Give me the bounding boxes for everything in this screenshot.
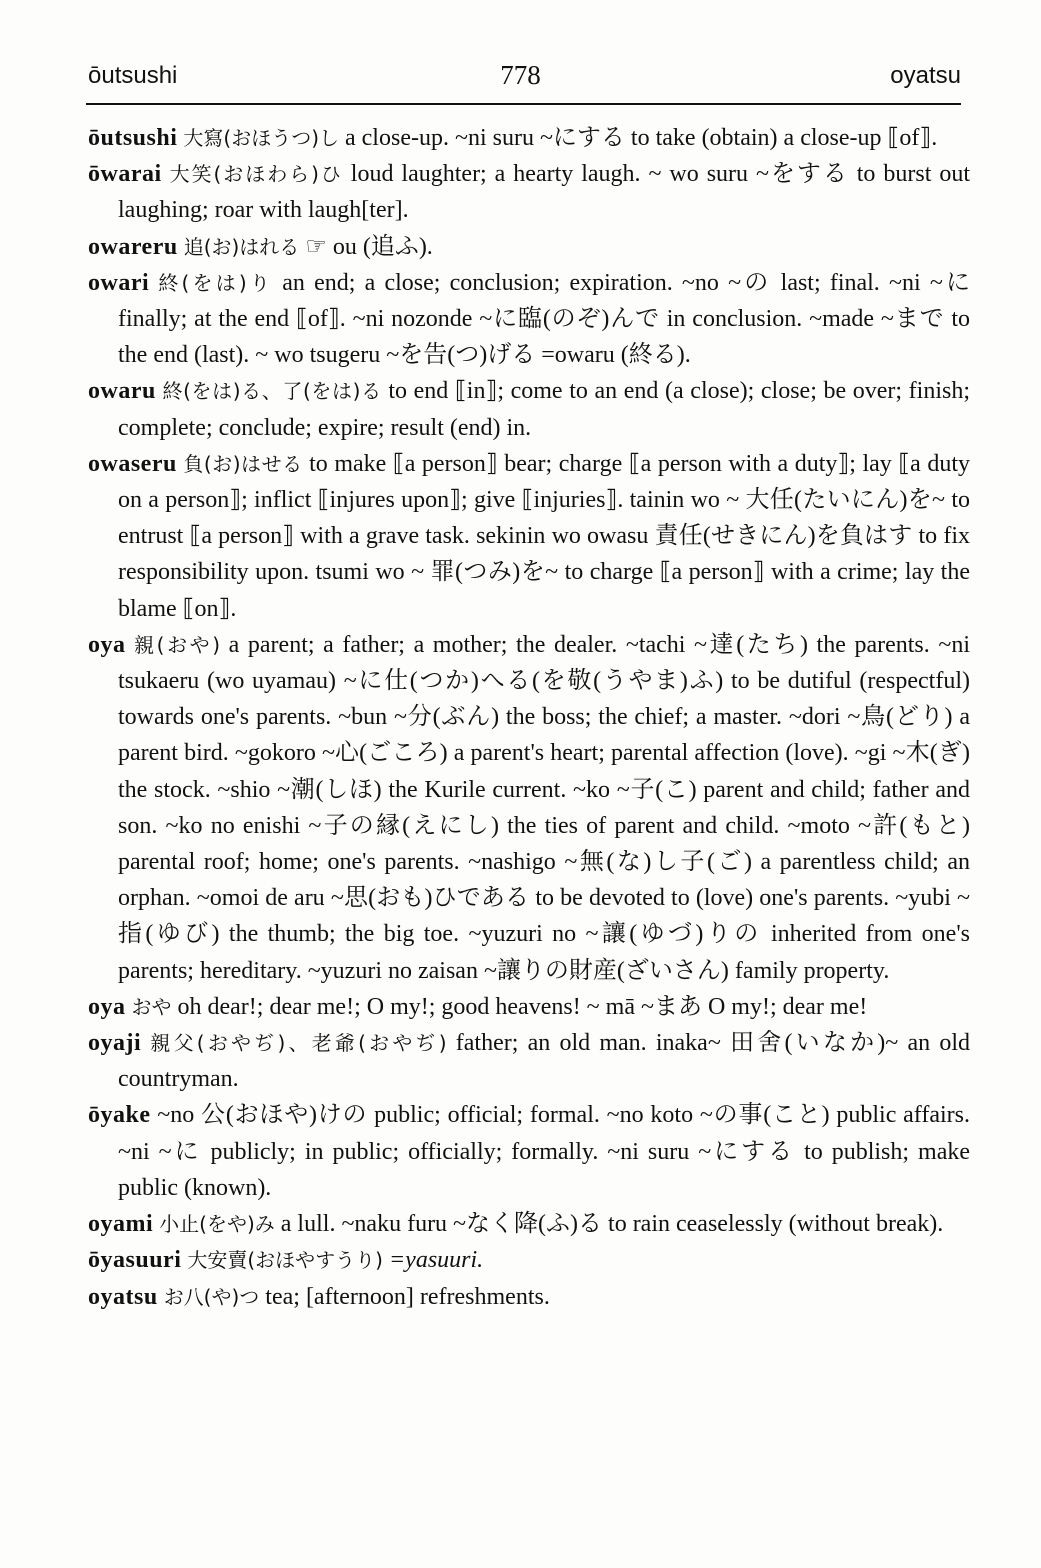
- dictionary-entry: [88, 1025, 970, 1097]
- header-rule: [86, 103, 961, 105]
- dictionary-entry: [88, 627, 970, 989]
- japanese-form: 大安賣(おほやすうり): [187, 1248, 383, 1273]
- dictionary-entry: [88, 1206, 970, 1242]
- japanese-form: 負(お)はせる: [183, 451, 303, 476]
- entry-list: [88, 120, 970, 1315]
- headword: oyami: [88, 1211, 154, 1238]
- headword: owaru: [88, 378, 156, 405]
- definition: loud laughter; a hearty laugh. ~ wo suru ~をする to burst out laughing; roar with laugh[ter].: [118, 161, 971, 224]
- definition: to end ⟦in⟧; come to an end (a close); close; be over; finish; complete; conclude; expire; result (end) in.: [118, 378, 971, 441]
- japanese-form: 終(をは)り: [158, 270, 274, 295]
- headword: owaseru: [88, 450, 177, 477]
- headword: owari: [88, 269, 150, 296]
- japanese-form: 終(をは)る、了(をは)る: [162, 379, 382, 404]
- running-head-left: ōutsushi: [88, 62, 178, 89]
- definition: to make ⟦a person⟧ bear; charge ⟦a person with a duty⟧; lay ⟦a duty on a person⟧; inflict ⟦injures upon⟧; give ⟦injuries⟧. tainin wo ~ 大任(たいにん)を~ to entrust ⟦a person⟧ with a grave task. sekinin wo owasu 責任(せきにん)を負はす to fix responsibility upon. tsumi wo ~ 罪(つみ)を~ to charge ⟦a person⟧ with a crime; lay the blame ⟦on⟧.: [118, 450, 971, 622]
- definition: oh dear!; dear me!; O my!; good heavens! ~ mā ~まあ O my!; dear me!: [171, 993, 868, 1020]
- definition: a close-up. ~ni suru ~にする to take (obtain) a close-up ⟦of⟧.: [339, 125, 938, 151]
- dictionary-entry: [88, 1097, 970, 1206]
- headword: oya: [88, 631, 126, 658]
- definition: a parent; a father; a mother; the dealer. ~tachi ~達(たち) the parents. ~ni tsukaeru (wo uyamau) ~に仕(つか)へる(を敬(うやま)ふ) to be dutiful (respectful) towards one's parents. ~bun ~分(ぶん) the boss; the chief; a master. ~dori ~鳥(どり) a parent bird. ~gokoro ~心(ごころ) a parent's heart; parental affection (love). ~gi ~木(ぎ) the stock. ~shio ~潮(しほ) the Kurile current. ~ko ~子(こ) parent and child; father and son. ~ko no enishi ~子の縁(えにし) the ties of parent and child. ~moto ~許(もと) parental roof; home; one's parents. ~nashigo ~無(な)し子(ご) a parentless child; an orphan. ~omoi de aru ~思(おも)ひである to be devoted to (love) one's parents. ~yubi ~指(ゆび) the thumb; the big toe. ~yuzuri no ~讓(ゆづ)りの inherited from one's parents; hereditary. ~yuzuri no zaisan ~讓りの財産(ざいさん) family property.: [118, 631, 970, 984]
- definition: ~no 公(おほや)けの public; official; formal. ~no koto ~の事(こと) public affairs. ~ni ~に publicly; in public; officially; formally. ~ni suru ~にする to publish; make public (known).: [118, 1102, 970, 1201]
- dictionary-entry: [88, 1242, 970, 1278]
- headword: owareru: [88, 233, 178, 260]
- japanese-form: お八(や)つ: [163, 1284, 260, 1309]
- dictionary-entry: [88, 373, 970, 445]
- japanese-form: 小止(をや)み: [159, 1212, 275, 1237]
- headword: ōutsushi: [88, 125, 178, 151]
- dictionary-entry: [88, 156, 970, 228]
- dictionary-entry: [88, 229, 970, 265]
- japanese-form: 親(おや): [134, 632, 221, 657]
- headword: oya: [88, 993, 126, 1020]
- definition: father; an old man. inaka~ 田舍(いなか)~ an old countryman.: [118, 1030, 971, 1093]
- dictionary-entry: [88, 989, 970, 1025]
- definition: =yasuuri.: [382, 1247, 484, 1274]
- dictionary-entry: [88, 120, 970, 156]
- headword: ōwarai: [88, 161, 162, 188]
- dictionary-entry: [88, 1279, 970, 1315]
- headword: ōyake: [88, 1102, 151, 1129]
- headword: oyaji: [88, 1030, 142, 1057]
- definition: tea; [afternoon] refreshments.: [259, 1283, 550, 1310]
- definition: ☞ ou (追ふ).: [299, 233, 433, 260]
- headword: oyatsu: [88, 1283, 158, 1310]
- page-number: 778: [500, 60, 541, 90]
- dictionary-entry: [88, 446, 970, 627]
- dictionary-entry: [88, 265, 970, 374]
- definition: an end; a close; conclusion; expiration. ~no ~の last; final. ~ni ~に finally; at the end ⟦of⟧. ~ni nozonde ~に臨(のぞ)んで in conclusion. ~made ~まで to the end (last). ~ wo tsugeru ~を告(つ)げる =owaru (終る).: [118, 269, 971, 369]
- headword: ōyasuuri: [88, 1247, 182, 1274]
- japanese-form: 大寫(おほうつ)し: [183, 126, 339, 150]
- running-head-right: oyatsu: [890, 62, 961, 89]
- definition: a lull. ~naku furu ~なく降(ふ)る to rain ceaselessly (without break).: [274, 1211, 944, 1238]
- japanese-form: 親父(おやぢ)、老爺(おやぢ): [150, 1031, 447, 1056]
- japanese-form: おや: [131, 994, 172, 1019]
- japanese-form: 追(お)はれる: [183, 234, 300, 259]
- japanese-form: 大笑(おほわら)ひ: [169, 162, 343, 187]
